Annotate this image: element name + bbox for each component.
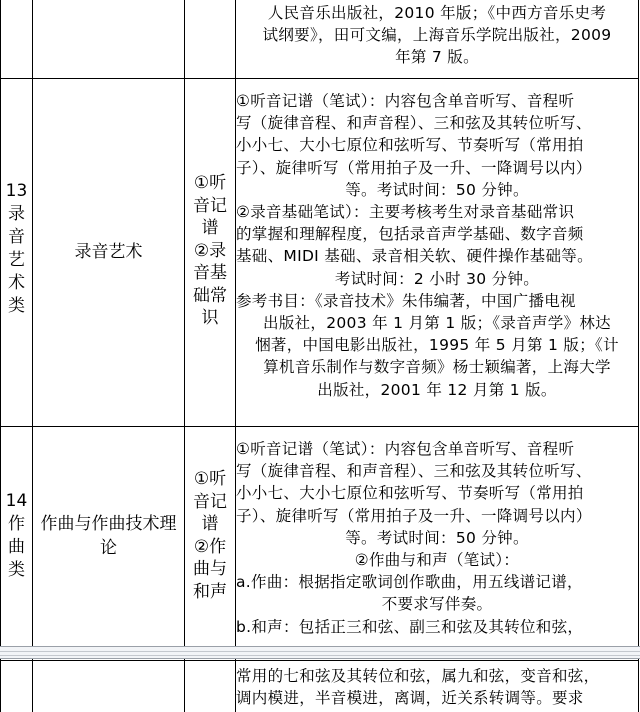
row-13-number: 13 录 音 艺 术 类 [5,181,28,316]
text-line: 常用的七和弦及其转位和弦，属九和弦，变音和弦， [236,667,600,685]
continuation-top-border [0,660,639,661]
text-line: 年第 7 版。 [395,48,479,67]
text-line: 小小七、大小七原位和弦听写、节奏听写（常用拍 [236,484,584,503]
continuation-border-5 [638,659,639,712]
row-13-exam-subjects: ①听 音记 谱 ②录 音基 础常 识 [193,173,227,328]
text-line: 等。考试时间：50 分钟。 [345,528,529,547]
text-line: ②作曲与和声（笔试）： [354,551,520,570]
row-14-exam-content [236,438,638,638]
row-13-major: 录音艺术 [74,242,143,262]
top-fragment-text [236,2,638,69]
text-line: 不要求写伴奏。 [381,595,493,614]
text-line: 调内模进，半音模进，离调，近关系转调等。要求 [236,689,584,708]
text-line: 写（旋律音程、和声音程）、三和弦及其转位听写、 [236,114,592,133]
text-line: 悃著，中国电影出版社，1995 年 5 月第 1 版；《计 [255,336,619,355]
text-line: 参考书目：《录音技术》朱伟编著，中国广播电视 [236,291,576,310]
text-line: a.作曲：根据指定歌词创作歌曲，用五线谱记谱， [236,573,583,592]
text-line: ①听音记谱（笔试）：内容包含单音听写、音程听 [236,92,575,110]
page-break [0,646,640,659]
row-border-top-fragment [0,78,639,79]
continuation-border-1 [0,659,1,712]
text-line: 试纲要》，田可文编，上海音乐学院出版社，2009 [262,26,612,45]
continuation-border-3 [184,659,185,712]
row-13-exam-content [236,90,638,401]
text-line: ②录音基础笔试）：主要考核考生对录音基础常识 [236,203,575,222]
continuation-text [236,665,638,709]
text-line: 出版社，2003 年 1 月第 1 版；《录音声学》林达 [263,314,611,333]
row-border-13 [0,426,639,427]
text-line: 的掌握和理解程度，包括录音声学基础、数字音频 [236,225,584,244]
row-14-major: 作曲与作曲技术理 论 [40,514,177,558]
text-line: 算机音乐制作与数字音频》杨士颖编著，上海大学 [263,358,611,377]
text-line: 子）、旋律听写（常用拍子及一升、一降调号以内） [236,158,592,177]
text-line: 小小七、大小七原位和弦听写、节奏听写（常用拍 [236,136,584,155]
text-line: 基础、MIDI 基础、录音相关软、硬件操作基础等。 [236,247,593,266]
row-14-number: 14 作 曲 类 [5,491,28,580]
text-line: ①听音记谱（笔试）：内容包含单音听写、音程听 [236,440,575,458]
text-line: b.和声：包括正三和弦、副三和弦及其转位和弦， [236,617,584,636]
text-line: 考试时间：2 小时 30 分钟。 [334,269,540,288]
column-border-5 [638,0,639,646]
text-line: 等。考试时间：50 分钟。 [345,180,529,199]
text-line: 人民音乐出版社，2010 年版；《中西方音乐史考 [267,4,607,22]
row-14-exam-subjects: ①听 音记 谱 ②作 曲与 和声 [193,469,227,602]
text-line: 出版社，2001 年 12 月第 1 版。 [317,380,557,399]
text-line: 子）、旋律听写（常用拍子及一升、一降调号以内） [236,506,592,525]
text-line: 写（旋律音程、和声音程）、三和弦及其转位听写、 [236,462,592,481]
continuation-border-2 [32,659,33,712]
